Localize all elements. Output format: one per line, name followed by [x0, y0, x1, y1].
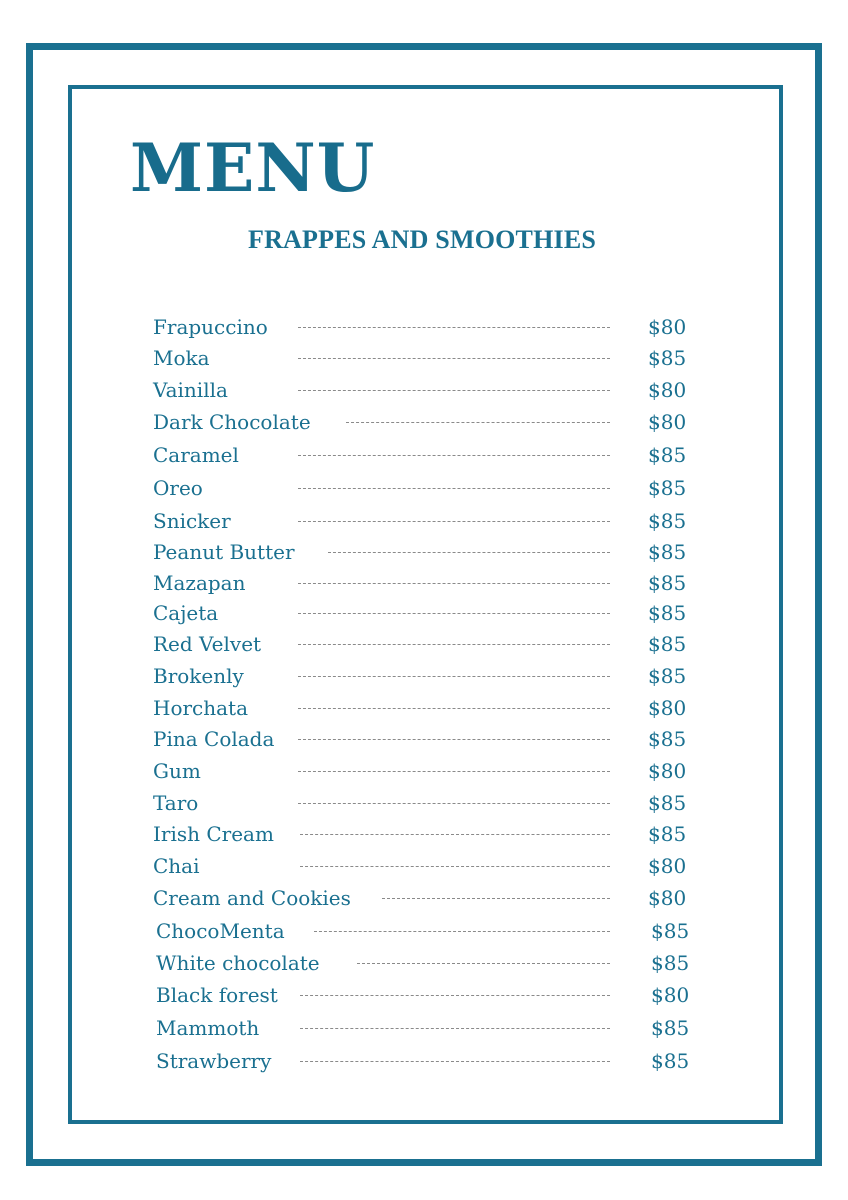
- dotted-leader-line: [298, 327, 610, 328]
- menu-item-row: [153, 851, 713, 881]
- menu-item-row: [153, 598, 713, 628]
- item-price: $80: [648, 854, 687, 878]
- item-name: Red Velvet: [153, 632, 262, 656]
- menu-item-row: [153, 375, 713, 405]
- dotted-leader-line: [298, 676, 610, 677]
- dotted-leader-line: [300, 866, 610, 867]
- item-price: $80: [648, 315, 687, 339]
- menu-item-row: [153, 473, 713, 503]
- dotted-leader-line: [298, 613, 610, 614]
- item-name: Snicker: [153, 509, 231, 533]
- item-price: $85: [648, 601, 687, 625]
- item-price: $85: [648, 822, 687, 846]
- item-price: $85: [651, 951, 690, 975]
- item-name: Cream and Cookies: [153, 886, 351, 910]
- dotted-leader-line: [300, 1028, 610, 1029]
- item-price: $80: [648, 410, 687, 434]
- item-name: ChocoMenta: [156, 919, 285, 943]
- item-name: Vainilla: [153, 378, 228, 402]
- menu-item-row: [153, 568, 713, 598]
- dotted-leader-line: [382, 898, 610, 899]
- item-price: $85: [648, 664, 687, 688]
- dotted-leader-line: [298, 390, 610, 391]
- item-price: $80: [648, 759, 687, 783]
- menu-item-row: [156, 980, 716, 1010]
- dotted-leader-line: [298, 358, 610, 359]
- item-name: Pina Colada: [153, 727, 275, 751]
- item-name: White chocolate: [156, 951, 320, 975]
- item-name: Brokenly: [153, 664, 244, 688]
- item-price: $85: [648, 443, 687, 467]
- item-price: $80: [651, 983, 690, 1007]
- item-name: Irish Cream: [153, 822, 274, 846]
- dotted-leader-line: [298, 455, 610, 456]
- menu-item-row: [153, 407, 713, 437]
- item-price: $85: [648, 727, 687, 751]
- dotted-leader-line: [298, 739, 610, 740]
- item-price: $85: [648, 791, 687, 815]
- menu-item-row: [153, 312, 713, 342]
- item-name: Black forest: [156, 983, 278, 1007]
- menu-item-row: [153, 693, 713, 723]
- dotted-leader-line: [300, 1061, 610, 1062]
- menu-item-row: [156, 916, 716, 946]
- item-name: Gum: [153, 759, 201, 783]
- item-name: Moka: [153, 346, 210, 370]
- menu-item-row: [153, 724, 713, 754]
- menu-item-row: [153, 440, 713, 470]
- item-price: $85: [651, 1049, 690, 1073]
- menu-item-row: [153, 506, 713, 536]
- item-price: $80: [648, 696, 687, 720]
- item-price: $85: [648, 632, 687, 656]
- item-price: $85: [651, 1016, 690, 1040]
- menu-subtitle: FRAPPES AND SMOOTHIES: [248, 225, 597, 254]
- menu-item-row: [153, 343, 713, 373]
- item-name: Dark Chocolate: [153, 410, 311, 434]
- menu-item-row: [153, 756, 713, 786]
- item-name: Caramel: [153, 443, 239, 467]
- menu-item-row: [153, 788, 713, 818]
- menu-item-row: [153, 883, 713, 913]
- menu-item-row: [153, 819, 713, 849]
- dotted-leader-line: [298, 803, 610, 804]
- item-price: $85: [648, 476, 687, 500]
- menu-item-row: [156, 948, 716, 978]
- dotted-leader-line: [328, 552, 610, 553]
- item-name: Strawberry: [156, 1049, 272, 1073]
- item-name: Mazapan: [153, 571, 246, 595]
- dotted-leader-line: [298, 583, 610, 584]
- menu-item-row: [153, 661, 713, 691]
- dotted-leader-line: [298, 708, 610, 709]
- item-name: Peanut Butter: [153, 540, 295, 564]
- dotted-leader-line: [300, 995, 610, 996]
- dotted-leader-line: [298, 644, 610, 645]
- dotted-leader-line: [298, 488, 610, 489]
- dotted-leader-line: [298, 521, 610, 522]
- item-price: $85: [648, 571, 687, 595]
- item-price: $80: [648, 886, 687, 910]
- menu-item-row: [153, 629, 713, 659]
- item-name: Oreo: [153, 476, 203, 500]
- dotted-leader-line: [314, 931, 610, 932]
- item-price: $85: [648, 509, 687, 533]
- dotted-leader-line: [298, 771, 610, 772]
- menu-item-row: [156, 1046, 716, 1076]
- item-name: Horchata: [153, 696, 249, 720]
- item-name: Frapuccino: [153, 315, 268, 339]
- item-price: $80: [648, 378, 687, 402]
- item-name: Cajeta: [153, 601, 219, 625]
- item-name: Taro: [153, 791, 199, 815]
- item-price: $85: [648, 540, 687, 564]
- menu-item-row: [156, 1013, 716, 1043]
- dotted-leader-line: [346, 422, 610, 423]
- item-name: Chai: [153, 854, 200, 878]
- menu-title: MENU: [130, 129, 376, 207]
- dotted-leader-line: [357, 963, 610, 964]
- item-price: $85: [651, 919, 690, 943]
- item-name: Mammoth: [156, 1016, 260, 1040]
- dotted-leader-line: [300, 834, 610, 835]
- item-price: $85: [648, 346, 687, 370]
- menu-item-row: [153, 537, 713, 567]
